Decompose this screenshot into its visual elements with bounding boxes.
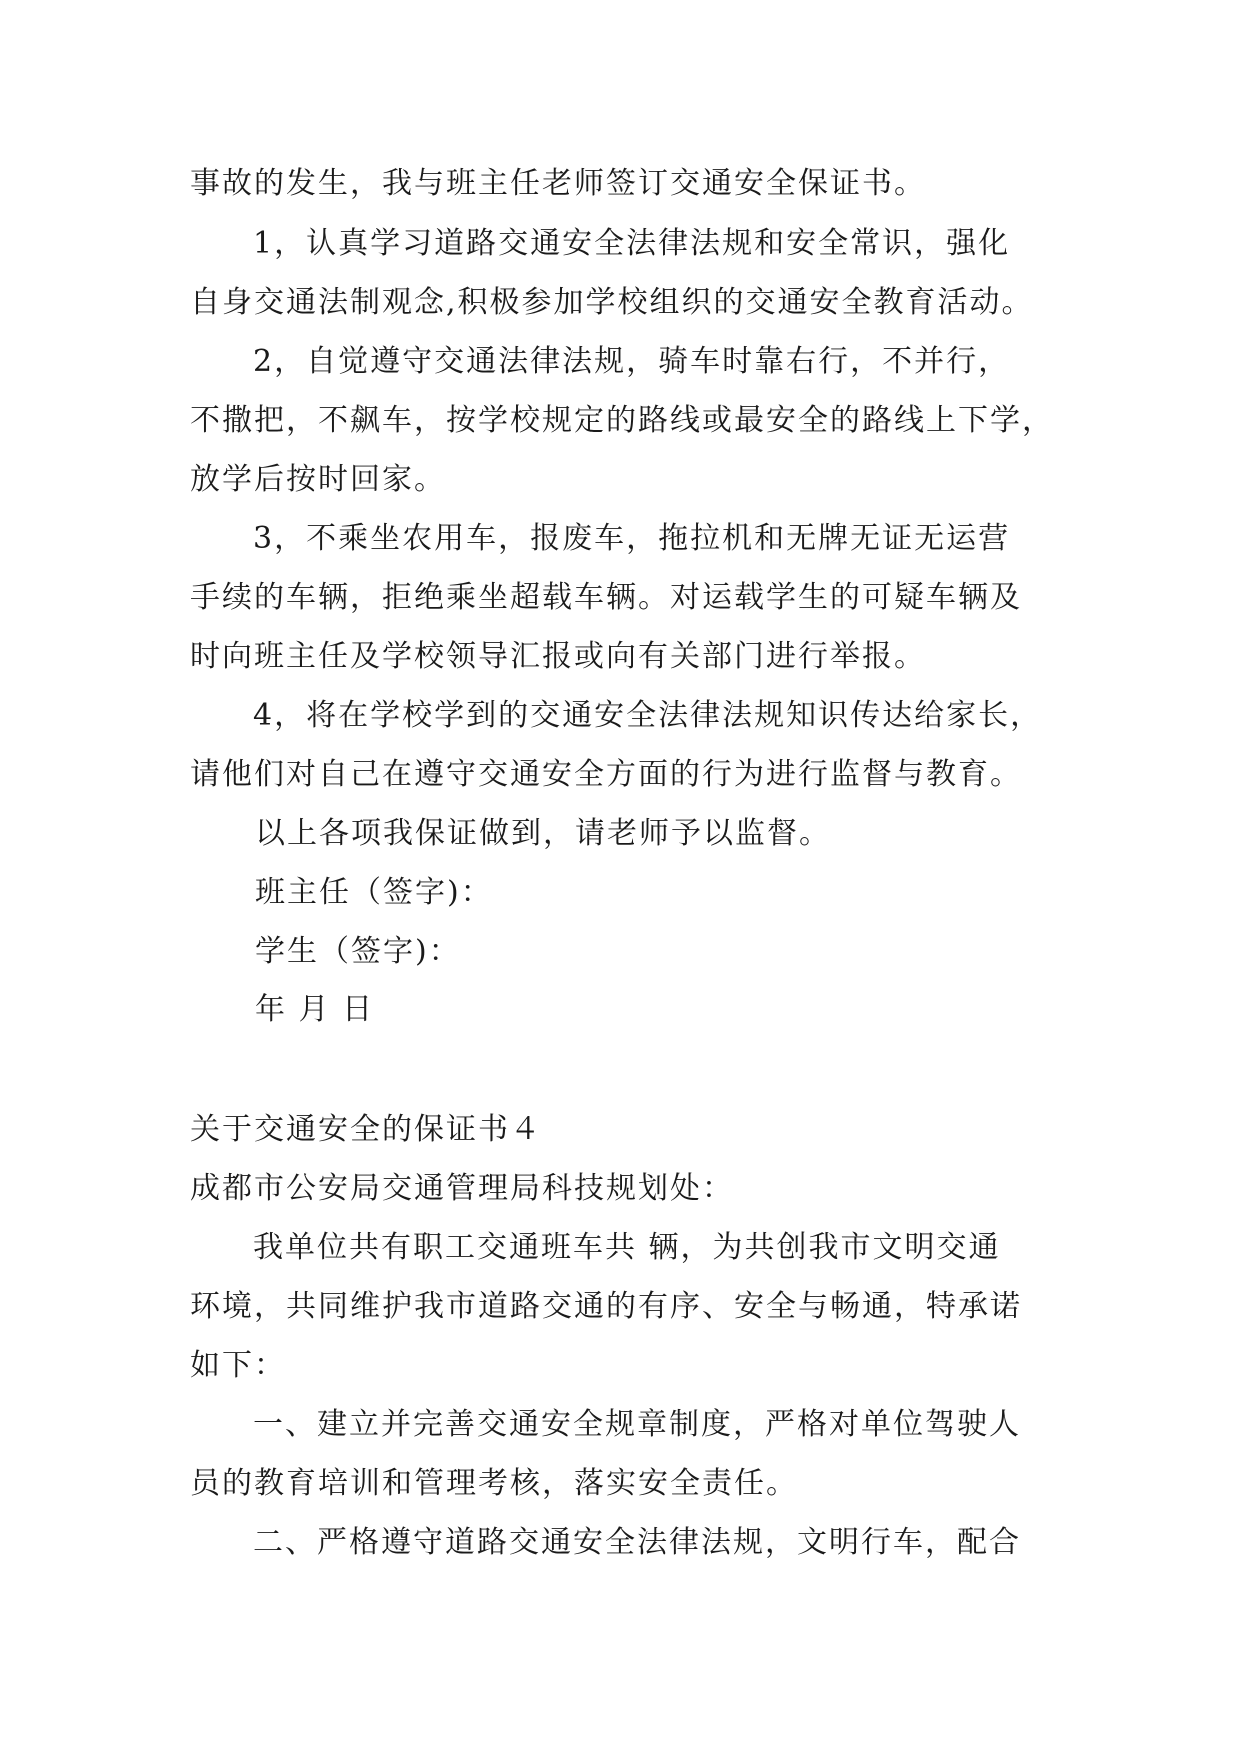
date-line: 年 月 日 [255, 992, 375, 1027]
clause-2-line: 不撒把，不飙车，按学校规定的路线或最安全的路线上下学， [190, 403, 1054, 438]
paragraph-line: 如下： [190, 1348, 286, 1383]
commitment-2-line: 二、严格遵守道路交通安全法律法规，文明行车，配合 [253, 1525, 1021, 1560]
student-signature-line: 学生（签字)： [255, 934, 461, 969]
teacher-signature-line: 班主任（签字)： [255, 875, 493, 910]
clause-3-line: 手续的车辆，拒绝乘坐超载车辆。对运载学生的可疑车辆及 [190, 580, 1022, 615]
paragraph-line: 事故的发生，我与班主任老师签订交通安全保证书。 [190, 166, 926, 201]
guarantee-statement: 以上各项我保证做到，请老师予以监督。 [255, 816, 831, 851]
clause-1-line: 1，认真学习道路交通安全法律法规和安全常识，强化 [253, 226, 1011, 261]
clause-3-line: 时向班主任及学校领导汇报或向有关部门进行举报。 [190, 639, 926, 674]
paragraph-line: 环境，共同维护我市道路交通的有序、安全与畅通，特承诺 [190, 1289, 1022, 1324]
commitment-1-line: 员的教育培训和管理考核，落实安全责任。 [190, 1466, 798, 1501]
clause-4-line: 4，将在学校学到的交通安全法律法规知识传达给家长， [253, 698, 1043, 733]
clause-2-line: 2，自觉遵守交通法律法规，骑车时靠右行，不并行， [253, 344, 1011, 379]
paragraph-line: 我单位共有职工交通班车共 辆，为共创我市文明交通 [253, 1230, 1001, 1265]
commitment-1-line: 一、建立并完善交通安全规章制度，严格对单位驾驶人 [253, 1407, 1021, 1442]
section-title: 关于交通安全的保证书４ [190, 1112, 542, 1147]
recipient-line: 成都市公安局交通管理局科技规划处： [190, 1171, 734, 1206]
clause-1-line: 自身交通法制观念,积极参加学校组织的交通安全教育活动。 [190, 285, 1034, 320]
clause-4-line: 请他们对自己在遵守交通安全方面的行为进行监督与教育。 [190, 757, 1022, 792]
clause-2-line: 放学后按时回家。 [190, 462, 446, 497]
clause-3-line: 3，不乘坐农用车，报废车，拖拉机和无牌无证无运营 [253, 521, 1011, 556]
